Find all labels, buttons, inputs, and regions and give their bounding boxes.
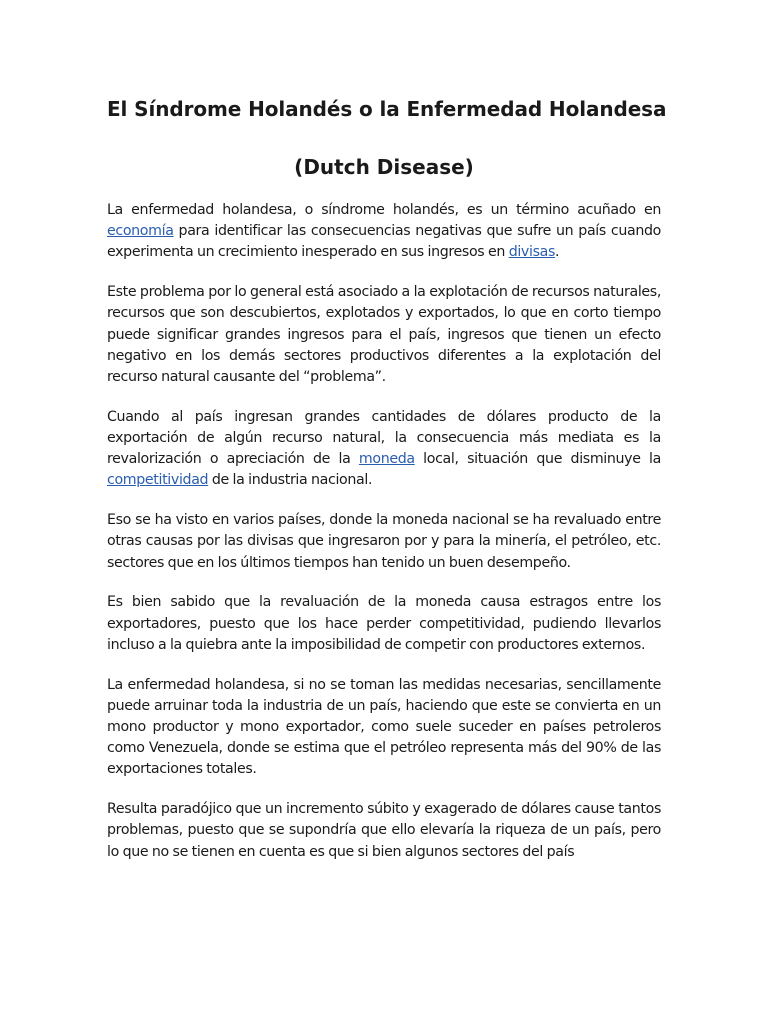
document-body bbox=[107, 200, 661, 863]
competitividad-link[interactable]: competitividad bbox=[107, 472, 209, 489]
paragraph-3-text-b: local, situación que disminuye la bbox=[414, 451, 661, 468]
paragraph-1-text-c: . bbox=[555, 244, 560, 261]
paragraph-7: Resulta paradójico que un incremento súbito y exagerado de dólares cause tantos problemas, puesto que se supondría que ello elevaría la riqueza de un país, pero lo que no se tienen en cuenta es que si bien algunos sectores del país bbox=[107, 801, 661, 860]
document-subtitle: (Dutch Disease) bbox=[294, 155, 474, 179]
economia-link[interactable]: economía bbox=[107, 223, 174, 240]
paragraph-3-text-a: Cuando al país ingresan grandes cantidades de dólares producto de la exportación de algún recurso natural, la consecuencia más mediata es la revalorización o apreciación de la bbox=[107, 408, 661, 468]
paragraph-4: Eso se ha visto en varios países, donde la moneda nacional se ha revaluado entre otras causas por las divisas que ingresaron por y para la minería, el petróleo, etc. sectores que en los últimos tiempos han tenido un buen desempeño. bbox=[107, 512, 661, 571]
moneda-link[interactable]: moneda bbox=[358, 451, 415, 468]
divisas-link[interactable]: divisas bbox=[508, 244, 556, 261]
paragraph-3-text-c: de la industria nacional. bbox=[208, 472, 373, 489]
paragraph-2: Este problema por lo general está asociado a la explotación de recursos naturales, recursos que son descubiertos, explotados y exportados, lo que en corto tiempo puede significar grandes ingresos para el país, ingresos que tienen un efecto negativo en los demás sectores productivos diferentes a la explotación del recurso natural causante del “problema”. bbox=[107, 284, 661, 386]
document-title: El Síndrome Holandés o la Enfermedad Holandesa bbox=[107, 97, 667, 121]
paragraph-6: La enfermedad holandesa, si no se toman las medidas necesarias, sencillamente puede arruinar toda la industria de un país, haciendo que este se convierta en un mono productor y mono exportador, como suele suceder en países petroleros como Venezuela, donde se estima que el petróleo representa más del 90% de las exportaciones totales. bbox=[107, 676, 661, 778]
paragraph-3 bbox=[107, 407, 661, 492]
paragraph-1-text-a: La enfermedad holandesa, o síndrome holandés, es un término acuñado en bbox=[107, 202, 661, 218]
paragraph-1 bbox=[107, 200, 661, 264]
paragraph-1-text-b: para identificar las consecuencias negativas que sufre un país cuando experimenta un crecimiento inesperado en sus ingresos en bbox=[107, 223, 661, 261]
paragraph-5: Es bien sabido que la revaluación de la moneda causa estragos entre los exportadores, puesto que los hace perder competitividad, pudiendo llevarlos incluso a la quiebra ante la imposibilidad de competir con productores externos. bbox=[107, 594, 661, 653]
